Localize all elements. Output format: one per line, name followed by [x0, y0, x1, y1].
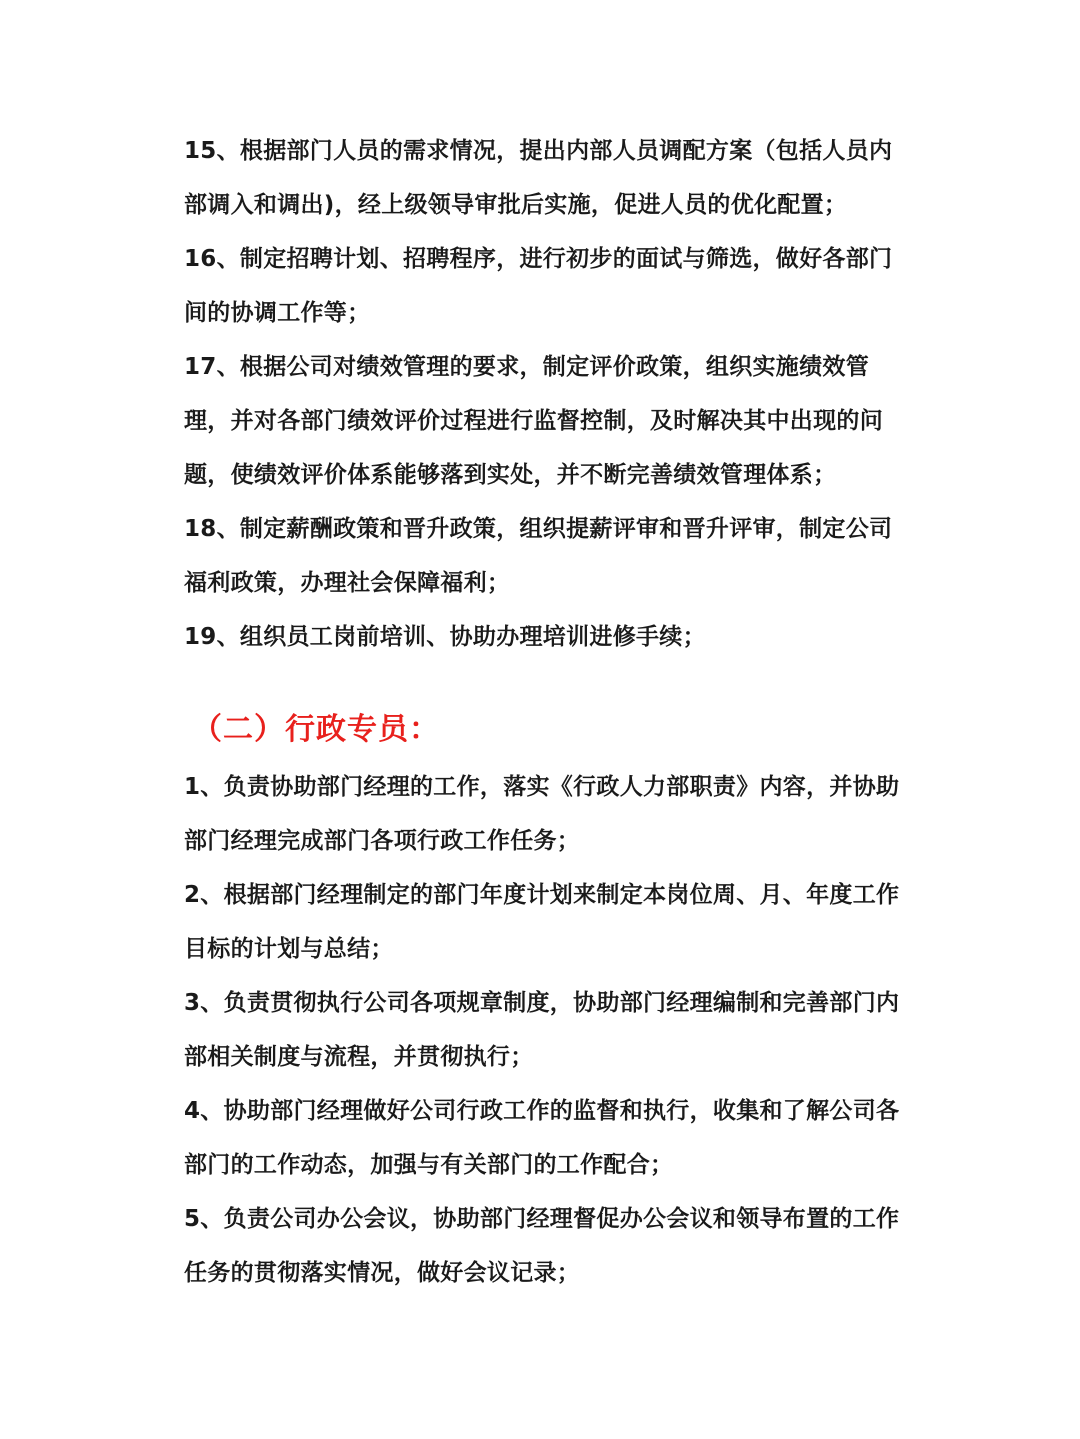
admin-duty-item-2: 2、根据部门经理制定的部门年度计划来制定本岗位周、月、年度工作目标的计划与总结；	[184, 882, 900, 962]
section-title-admin-specialist: （二）行政专员：	[192, 712, 440, 747]
duty-item-16: 16、制定招聘计划、招聘程序，进行初步的面试与筛选，做好各部门间的协调工作等；	[184, 246, 893, 326]
duty-item-18: 18、制定薪酬政策和晋升政策，组织提薪评审和晋升评审，制定公司福利政策，办理社会保障福利；	[184, 516, 893, 596]
document-page	[184, 124, 900, 1300]
section-gap	[184, 664, 900, 700]
duty-item-19: 19、组织员工岗前培训、协助办理培训进修手续；	[184, 624, 706, 650]
admin-duty-item-3: 3、负责贯彻执行公司各项规章制度，协助部门经理编制和完善部门内部相关制度与流程，并贯彻执行；	[184, 990, 900, 1070]
admin-duty-item-1: 1、负责协助部门经理的工作，落实《行政人力部职责》内容，并协助部门经理完成部门各项行政工作任务；	[184, 774, 900, 854]
duty-item-15: 15、根据部门人员的需求情况，提出内部人员调配方案（包括人员内部调入和调出)，经上级领导审批后实施，促进人员的优化配置；	[184, 138, 893, 218]
duty-item-17: 17、根据公司对绩效管理的要求，制定评价政策，组织实施绩效管理，并对各部门绩效评价过程进行监督控制，及时解决其中出现的问题，使绩效评价体系能够落到实处，并不断完善绩效管理体系；	[184, 354, 883, 488]
admin-duty-item-4: 4、协助部门经理做好公司行政工作的监督和执行，收集和了解公司各部门的工作动态，加强与有关部门的工作配合；	[184, 1098, 900, 1178]
admin-duty-item-5: 5、负责公司办公会议，协助部门经理督促办公会议和领导布置的工作任务的贯彻落实情况，做好会议记录；	[184, 1206, 900, 1286]
